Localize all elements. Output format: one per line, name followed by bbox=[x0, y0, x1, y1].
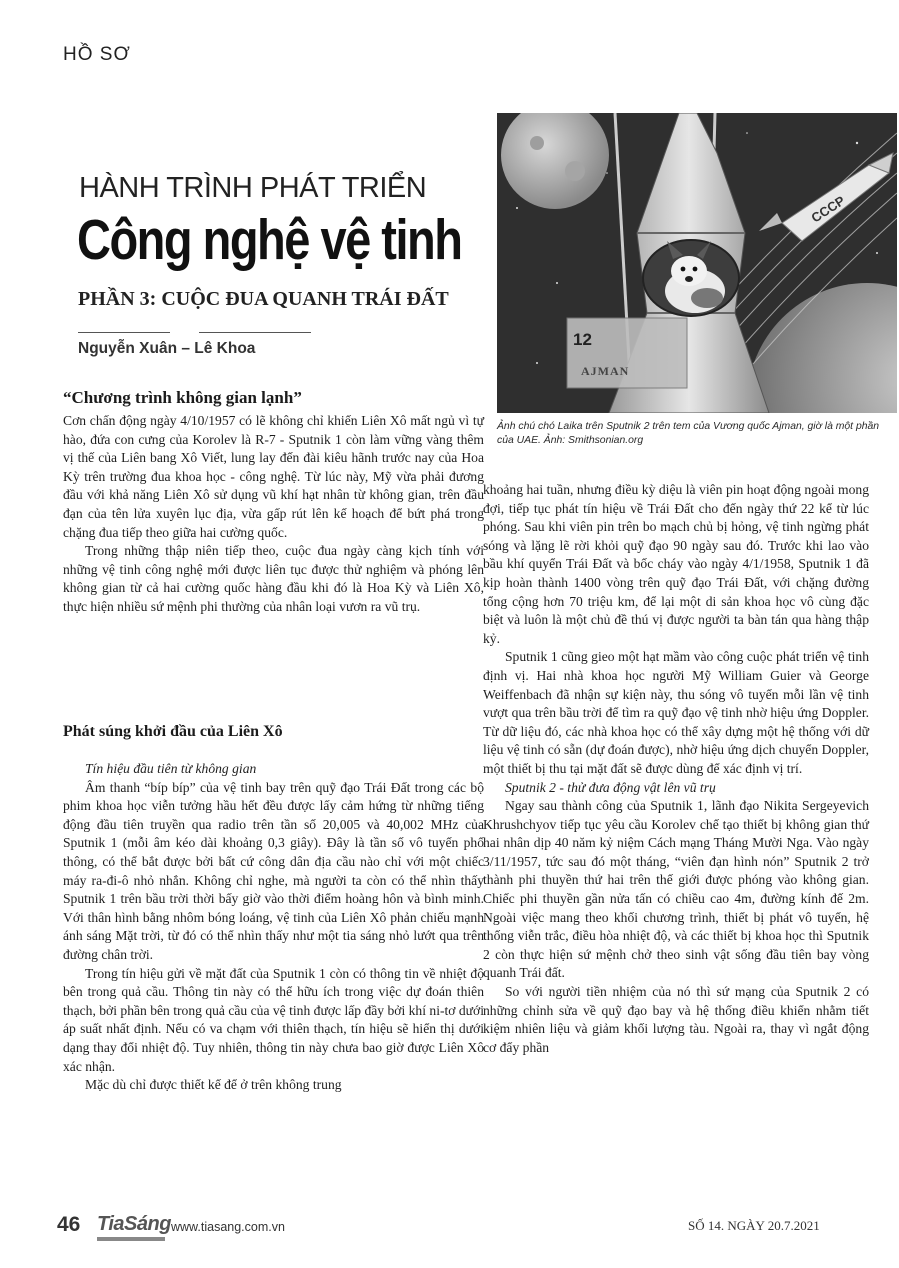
article-title: Công nghệ vệ tinh bbox=[77, 207, 462, 271]
laika-stamp-illustration bbox=[497, 113, 897, 413]
title-rule-right bbox=[199, 332, 311, 333]
section-heading-soviet-start: Phát súng khởi đầu của Liên Xô bbox=[63, 723, 283, 740]
stamp-country: AJMAN bbox=[581, 364, 630, 378]
paragraph: Trong tín hiệu gửi về mặt đất của Sputnik 1 còn có thông tin về nhiệt độ bên trong quả cầu. Thông tin này có thể hữu ích trong việc dự đoán thiên thạch, bởi phần bên trong quả cầu của vệ tinh được lấp đầy bởi khí ni-tơ dưới áp suất nhất định. Nếu có va chạm với thiên thạch, tín hiệu sẽ hiển thị dưới dạng thay đổi nhiệt độ. Tuy nhiên, thông tin này chưa bao giờ được Liên Xô xác nhận. bbox=[63, 965, 485, 1074]
left-column bbox=[63, 412, 484, 617]
website-url[interactable]: www.tiasang.com.vn bbox=[171, 1220, 285, 1234]
paragraph: So với người tiền nhiệm của nó thì sứ mạng của Sputnik 2 có những chỉnh sửa về quỹ đạo bay và hệ thống điều khiển nhằm tiết kiệm nhiên liệu và giảm khối lượng tàu. Ngoài ra, thay vì ngắt động cơ đẩy phần bbox=[483, 984, 869, 1055]
logo-underline bbox=[97, 1237, 165, 1241]
article-authors: Nguyễn Xuân – Lê Khoa bbox=[78, 340, 256, 357]
paragraph: Mặc dù chỉ được thiết kế để ở trên không trung bbox=[85, 1077, 342, 1093]
article-part-heading: PHẦN 3: CUỘC ĐUA QUANH TRÁI ĐẤT bbox=[78, 288, 449, 310]
paragraph: Âm thanh “bíp bíp” của vệ tinh bay trên quỹ đạo Trái Đất trong các bộ phim khoa học viễn tưởng hầu hết đều được lấy cảm hứng từ những tiếng động đầu tiên truyền qua radio trên tần số 20,005 và 40,002 MHz của Sputnik 1 (mỗi âm kéo dài khoảng 0,3 giây). Đây là tần số vô tuyến phổ thông, có thể bắt được bởi bất cứ công dân địa cầu nào chỉ với một chiếc máy ra-đi-ô nhỏ nhắn. Không chỉ nghe, mà người ta còn có thể nhìn thấy Sputnik 1 trên bầu trời thời bấy giờ vào thời điểm hoàng hôn và bình minh. Với thân hình bằng nhôm bóng loáng, vệ tinh của Liên Xô phản chiếu mạnh ánh sáng Mặt trời, từ đó có thể nhìn thấy như một tia sáng nhỏ lướt qua trên đường chân trời. bbox=[63, 779, 484, 962]
page-number: 46 bbox=[57, 1213, 81, 1236]
rocket-label: CCCP bbox=[808, 192, 848, 226]
laika-stamp-image bbox=[497, 113, 897, 413]
paragraph: khoảng hai tuần, nhưng điều kỳ diệu là viên pin hoạt động ngoài mong đợi, tiếp tục phát tín hiệu về Trái Đất cho đến ngày thứ 22 kể từ lúc phóng. Sau khi viên pin trên bo mạch chủ bị hỏng, vệ tinh ngừng phát sóng và lặng lẽ rời khỏi quỹ đạo 90 ngày sau đó. Trước khi lao vào bầu khí quyển Trái Đất và bốc cháy vào ngày 4/1/1958, Sputnik 1 đã kịp hoàn thành 1400 vòng trên quỹ đạo Trái Đất, với chặng đường tổng cộng hơn 70 triệu km, để lại một di sản khoa học vô cùng đặc biệt và luôn là một chủ đề thú vị được người ta bàn tán qua hàng thập kỷ. bbox=[483, 482, 869, 646]
stamp-value: 12 bbox=[573, 330, 592, 349]
title-rule-left bbox=[78, 332, 170, 333]
paragraph: Trong những thập niên tiếp theo, cuộc đua ngày càng kịch tính với những vệ tinh công nghệ mới được liên tục được thử nghiệm và phóng lên không gian từ cả hai cường quốc hàng đầu khi đó là Hoa Kỳ và Liên Xô, thực hiện nhiều sứ mệnh phi thường của nhân loại vươn ra vũ trụ. bbox=[63, 543, 484, 614]
section-label: HỒ SƠ bbox=[63, 44, 131, 65]
section-heading-cold-program: “Chương trình không gian lạnh” bbox=[63, 388, 302, 407]
right-column bbox=[483, 481, 869, 1057]
publication-logo: TiaSáng bbox=[97, 1213, 171, 1235]
paragraph: Ngay sau thành công của Sputnik 1, lãnh đạo Nikita Sergeyevich Khrushchyov tiếp tục yêu cầu Korolev chế tạo thiết bị không gian thứ hai nhân dịp 40 năm kỷ niệm Cách mạng Tháng Mười Nga. Vào ngày 3/11/1957, tức sau đó một tháng, “viên đạn hình nón” Sputnik 2 trở thành phi thuyền thứ hai trên thế giới được phóng vào không gian. Chiếc phi thuyền gần nửa tấn có chiều cao 4m, đường kính đế 2m. Ngoài việc mang theo khối chương trình, thiết bị phát vô tuyến, hệ thống viễn trắc, điều hòa nhiệt độ, và các thiết bị khoa học thì Sputnik 2 còn thực hiện sứ mệnh chở theo sinh vật sống đầu tiên bay vòng quanh Trái đất. bbox=[483, 798, 869, 981]
paragraph: Sputnik 1 cũng gieo một hạt mầm vào công cuộc phát triển vệ tinh định vị. Hai nhà khoa học người Mỹ William Guier và George Weiffenbach đã nhận sự kiện này, thu sóng vô tuyến mỗi lần vệ tinh vượt qua trên bầu trời để tìm ra quỹ đạo vệ tinh nhờ hiệu ứng Doppler. Từ dữ liệu đó, các nhà khoa học có thể xây dựng một hệ thống với dữ liệu vệ tinh có sẵn (dự đoán được), nhờ hiệu ứng dịch chuyển Doppler, một thiết bị thu tại mặt đất sẽ được dùng để xác định vị trí. bbox=[483, 649, 869, 776]
subheading-sputnik-2: Sputnik 2 - thử đưa động vật lên vũ trụ bbox=[505, 779, 716, 795]
left-column-continued bbox=[63, 760, 484, 1095]
paragraph: Cơn chấn động ngày 4/10/1957 có lẽ không chỉ khiến Liên Xô mất ngủ vì tự hào, đứa con cưng của Korolev là R-7 - Sputnik 1 còn làm vững vàng thêm vị thế của Liên bang Xô Viết, lung lay đến đài kiêu hãnh trước nay của Hoa Kỳ trên trường đua khoa học - công nghệ. Từ lúc này, Mỹ vừa phải đương đầu với khả năng Liên Xô sử dụng vũ khí hạt nhân từ không gian, trên đầu đạn của tên lửa xuyên lục địa, vừa gấp rút lên kế hoạch để bứt phá trong chặng đua tiếp theo giữa hai cường quốc. bbox=[63, 413, 484, 540]
subheading-first-signal: Tín hiệu đầu tiên từ không gian bbox=[85, 761, 257, 776]
article-kicker: HÀNH TRÌNH PHÁT TRIỂN bbox=[79, 172, 427, 204]
issue-date: SỐ 14. NGÀY 20.7.2021 bbox=[688, 1218, 820, 1233]
image-caption: Ảnh chú chó Laika trên Sputnik 2 trên tem của Vương quốc Ajman, giờ là một phần của UAE. Ảnh: Smithsonian.org bbox=[497, 421, 880, 446]
